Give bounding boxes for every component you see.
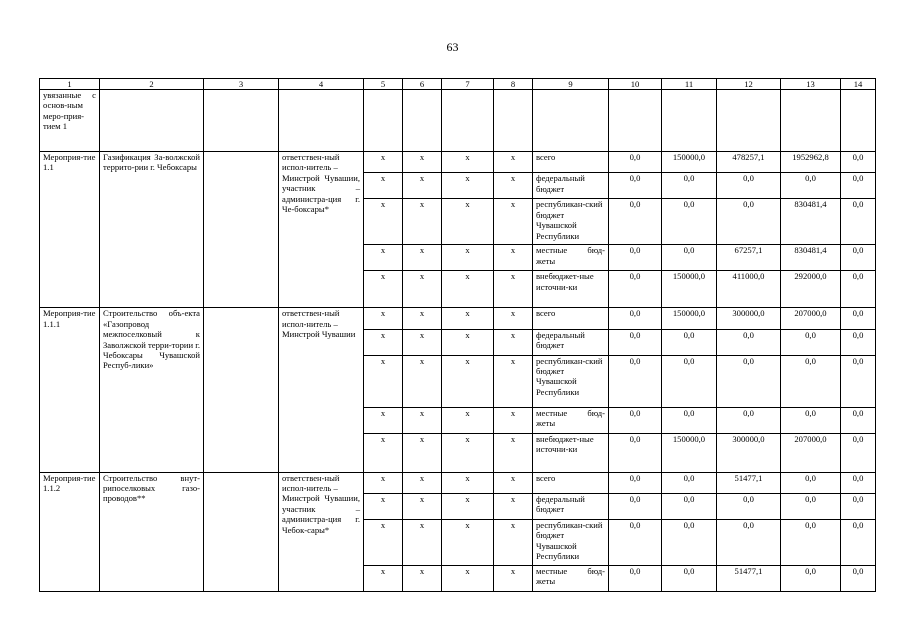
marker-cell: x [403,472,442,493]
marker-cell: x [494,308,533,329]
marker-cell: x [364,199,403,245]
marker-cell: x [364,355,403,407]
marker-cell: x [494,152,533,173]
marker-cell: x [494,245,533,271]
col-number: 12 [717,79,781,90]
value-cell: 0,0 [717,329,781,355]
value-cell: 0,0 [609,472,662,493]
marker-cell: x [364,493,403,519]
marker-cell: x [364,472,403,493]
executor-cell: ответствен-ный испол-нитель – [279,472,364,493]
marker-cell: x [442,519,494,565]
value-cell: 67257,1 [717,245,781,271]
marker-cell: x [494,519,533,565]
marker-cell: x [364,329,403,355]
value-cell: 0,0 [781,565,841,591]
col-number: 1 [40,79,100,90]
col-number: 7 [442,79,494,90]
marker-cell: x [364,245,403,271]
marker-cell: x [442,199,494,245]
value-cell: 0,0 [781,173,841,199]
value-cell: 0,0 [781,472,841,493]
marker-cell: x [494,493,533,519]
measure-name-cell: Мероприя-тие 1.1 [40,152,100,308]
marker-cell: x [364,308,403,329]
marker-cell: x [364,152,403,173]
value-cell: 478257,1 [717,152,781,173]
value-cell: 0,0 [781,355,841,407]
column-number-row [40,79,876,90]
value-cell: 0,0 [609,519,662,565]
value-cell: 0,0 [841,245,876,271]
value-cell: 0,0 [609,565,662,591]
value-cell: 0,0 [717,519,781,565]
value-cell: 150000,0 [662,271,717,308]
measure-name-cell: увязанные с основ-ным меро-прия-тием 1 [40,90,100,152]
value-cell: 0,0 [662,173,717,199]
col-number: 14 [841,79,876,90]
empty-cell [204,152,279,308]
value-cell: 0,0 [662,472,717,493]
table-row [40,308,876,329]
measure-title-cell: Строительство внут-рипоселковых газо-проводов** [100,472,204,591]
marker-cell: x [403,199,442,245]
empty-cell [204,308,279,472]
value-cell: 150000,0 [662,433,717,472]
marker-cell: x [442,308,494,329]
value-cell: 0,0 [781,329,841,355]
funding-source-cell: внебюджет-ные источни-ки [533,433,609,472]
marker-cell: x [403,173,442,199]
funding-source-cell: федеральный бюджет [533,329,609,355]
value-cell: 0,0 [717,493,781,519]
value-cell: 0,0 [662,565,717,591]
value-cell: 0,0 [717,355,781,407]
marker-cell: x [494,199,533,245]
value-cell: 0,0 [841,271,876,308]
value-cell: 51477,1 [717,472,781,493]
value-cell: 830481,4 [781,199,841,245]
marker-cell: x [494,329,533,355]
marker-cell: x [442,245,494,271]
marker-cell: x [364,433,403,472]
marker-cell: x [442,271,494,308]
value-cell: 0,0 [662,199,717,245]
col-number: 13 [781,79,841,90]
marker-cell: x [494,472,533,493]
value-cell: 0,0 [609,407,662,433]
value-cell: 0,0 [609,152,662,173]
col-number: 4 [279,79,364,90]
measure-name-cell: Мероприя-тие 1.1.1 [40,308,100,472]
value-cell: 207000,0 [781,308,841,329]
value-cell: 0,0 [841,493,876,519]
value-cell: 0,0 [609,329,662,355]
col-number: 9 [533,79,609,90]
marker-cell: x [442,433,494,472]
value-cell: 0,0 [662,493,717,519]
marker-cell: x [403,493,442,519]
value-cell: 830481,4 [781,245,841,271]
marker-cell: x [403,565,442,591]
funding-source-cell: республикан-ский бюджет Чувашской Республики [533,355,609,407]
value-cell: 0,0 [717,407,781,433]
value-cell: 0,0 [841,565,876,591]
value-cell: 0,0 [662,245,717,271]
col-number: 2 [100,79,204,90]
budget-table [39,78,876,592]
value-cell: 150000,0 [662,152,717,173]
value-cell: 0,0 [781,519,841,565]
value-cell: 207000,0 [781,433,841,472]
funding-source-cell: федеральный бюджет [533,173,609,199]
col-number: 10 [609,79,662,90]
executor-cell: ответствен-ный испол-нитель – [279,308,364,329]
marker-cell: x [364,519,403,565]
value-cell: 0,0 [841,433,876,472]
value-cell: 0,0 [841,173,876,199]
marker-cell: x [494,355,533,407]
marker-cell: x [442,407,494,433]
value-cell: 0,0 [662,519,717,565]
value-cell: 300000,0 [717,433,781,472]
value-cell: 0,0 [781,407,841,433]
value-cell: 0,0 [841,472,876,493]
value-cell: 0,0 [609,493,662,519]
value-cell: 0,0 [841,329,876,355]
marker-cell: x [403,308,442,329]
continuation-row [40,90,876,152]
funding-source-cell: всего [533,308,609,329]
value-cell: 1952962,8 [781,152,841,173]
marker-cell: x [494,407,533,433]
marker-cell: x [403,519,442,565]
marker-cell: x [364,565,403,591]
funding-source-cell: местные бюд-жеты [533,565,609,591]
funding-source-cell: всего [533,472,609,493]
executor-cell: ответствен-ный испол-нитель – [279,152,364,173]
marker-cell: x [442,173,494,199]
value-cell: 0,0 [662,407,717,433]
table-row [40,472,876,493]
funding-source-cell: всего [533,152,609,173]
marker-cell: x [364,173,403,199]
value-cell: 0,0 [609,173,662,199]
col-number: 5 [364,79,403,90]
value-cell: 150000,0 [662,308,717,329]
funding-source-cell: местные бюд-жеты [533,407,609,433]
value-cell: 0,0 [609,355,662,407]
marker-cell: x [403,433,442,472]
value-cell: 0,0 [609,308,662,329]
funding-source-cell: федеральный бюджет [533,493,609,519]
marker-cell: x [494,173,533,199]
measure-name-cell: Мероприя-тие 1.1.2 [40,472,100,591]
col-number: 3 [204,79,279,90]
executor-detail-cell: Минстрой Чувашии, участник – администра-ция г. Че-боксары* [279,173,364,308]
value-cell: 0,0 [841,519,876,565]
value-cell: 0,0 [662,355,717,407]
value-cell: 0,0 [841,308,876,329]
funding-source-cell: внебюджет-ные источни-ки [533,271,609,308]
marker-cell: x [403,245,442,271]
marker-cell: x [403,152,442,173]
value-cell: 411000,0 [717,271,781,308]
marker-cell: x [403,329,442,355]
marker-cell: x [494,271,533,308]
funding-source-cell: республикан-ский бюджет Чувашской Республики [533,519,609,565]
value-cell: 0,0 [841,199,876,245]
col-number: 11 [662,79,717,90]
value-cell: 0,0 [609,245,662,271]
value-cell: 300000,0 [717,308,781,329]
col-number: 6 [403,79,442,90]
table-row [40,152,876,173]
measure-title-cell: Газификация За-волжской террито-рии г. Чебоксары [100,152,204,308]
executor-detail-cell: Минстрой Чувашии, участник – администра-ция г. Чебок-сары* [279,493,364,591]
value-cell: 0,0 [609,271,662,308]
value-cell: 0,0 [717,199,781,245]
value-cell: 0,0 [717,173,781,199]
col-number: 8 [494,79,533,90]
marker-cell: x [494,433,533,472]
marker-cell: x [442,472,494,493]
value-cell: 0,0 [609,433,662,472]
value-cell: 0,0 [841,152,876,173]
value-cell: 292000,0 [781,271,841,308]
marker-cell: x [364,271,403,308]
marker-cell: x [403,271,442,308]
value-cell: 0,0 [841,407,876,433]
funding-source-cell: местные бюд-жеты [533,245,609,271]
marker-cell: x [442,355,494,407]
measure-title-cell: Строительство объ-екта «Газопровод межпоселковый к Заволжской терри-тории г. Чебоксары Чувашской Респуб-лики» [100,308,204,472]
marker-cell: x [364,407,403,433]
value-cell: 0,0 [662,329,717,355]
marker-cell: x [442,152,494,173]
marker-cell: x [442,565,494,591]
marker-cell: x [442,493,494,519]
value-cell: 0,0 [781,493,841,519]
executor-detail-cell: Минстрой Чувашии [279,329,364,472]
marker-cell: x [403,407,442,433]
value-cell: 51477,1 [717,565,781,591]
funding-source-cell: республикан-ский бюджет Чувашской Республики [533,199,609,245]
marker-cell: x [442,329,494,355]
marker-cell: x [403,355,442,407]
marker-cell: x [494,565,533,591]
value-cell: 0,0 [609,199,662,245]
empty-cell [204,472,279,591]
page-number: 63 [446,40,459,54]
value-cell: 0,0 [841,355,876,407]
